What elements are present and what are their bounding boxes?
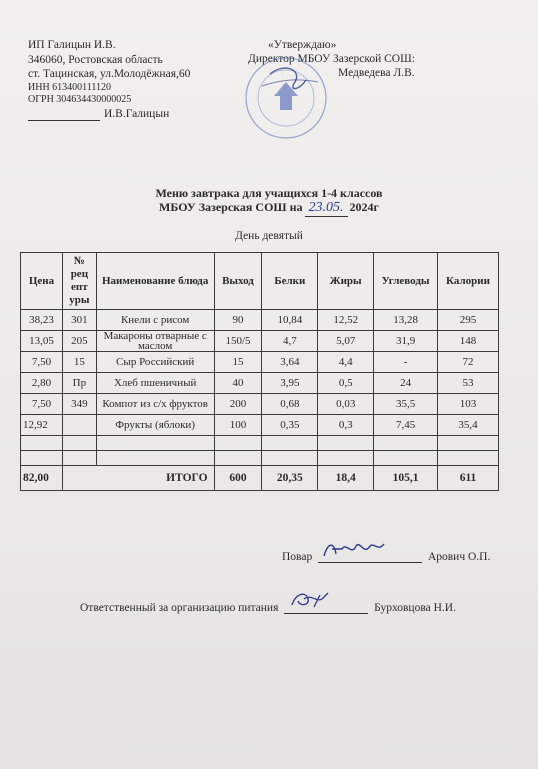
cell-fats: 12,52 xyxy=(318,310,374,331)
total-portion: 600 xyxy=(214,466,262,491)
table-row xyxy=(21,331,499,352)
cell-calories: 35,4 xyxy=(438,415,499,436)
responsible-signature-line xyxy=(284,599,368,614)
cell-price: 7,50 xyxy=(21,352,63,373)
cell-dish: Фрукты (яблоки) xyxy=(96,415,214,436)
cell-fats: 5,07 xyxy=(318,331,374,352)
menu-title: Меню завтрака для учащихся 1-4 классов xyxy=(155,186,383,200)
cell-portion: 15 xyxy=(214,352,262,373)
total-carbs: 105,1 xyxy=(374,466,438,491)
day-label: День девятый xyxy=(235,230,303,242)
cell-portion: 200 xyxy=(214,394,262,415)
cell-fats: 0,5 xyxy=(318,373,374,394)
cook-signature-line xyxy=(318,548,422,563)
cell-recipe: 349 xyxy=(62,394,96,415)
cell-fats: 4,4 xyxy=(318,352,374,373)
col-carbs: Углеводы xyxy=(374,253,438,310)
total-price: 82,00 xyxy=(21,466,63,491)
table-header-row xyxy=(21,253,499,310)
cell-calories: 295 xyxy=(438,310,499,331)
cell-fats: 0,3 xyxy=(318,415,374,436)
cell-portion: 100 xyxy=(214,415,262,436)
cell-price: 7,50 xyxy=(21,394,63,415)
cell-carbs: 31,9 xyxy=(374,331,438,352)
cook-signature xyxy=(282,548,490,563)
cook-handwritten-signature xyxy=(318,538,388,560)
cell-price: 38,23 xyxy=(21,310,63,331)
title-school: МБОУ Зазерская СОШ на xyxy=(159,200,303,214)
table-total-row xyxy=(21,466,499,491)
table-row xyxy=(21,352,499,373)
total-calories: 611 xyxy=(438,466,499,491)
total-label: ИТОГО xyxy=(62,466,214,491)
supplier-name: ИП Галицын И.В. xyxy=(28,39,116,51)
school-stamp-seal xyxy=(240,52,332,144)
director-name: Медведева Л.В. xyxy=(338,67,415,79)
table-row-empty xyxy=(21,451,499,466)
cell-recipe: 301 xyxy=(62,310,96,331)
cell-proteins: 10,84 xyxy=(262,310,318,331)
cell-calories: 53 xyxy=(438,373,499,394)
menu-table xyxy=(20,252,499,491)
cell-recipe: Пр xyxy=(62,373,96,394)
menu-title-school-date xyxy=(0,200,538,217)
cell-carbs: 7,45 xyxy=(374,415,438,436)
col-calories: Калории xyxy=(438,253,499,310)
signature-blank xyxy=(28,120,100,121)
cell-proteins: 4,7 xyxy=(262,331,318,352)
responsible-signature xyxy=(80,599,456,614)
cell-dish: Кнели с рисом xyxy=(96,310,214,331)
cell-portion: 40 xyxy=(214,373,262,394)
total-fats: 18,4 xyxy=(318,466,374,491)
table-row xyxy=(21,310,499,331)
responsible-name: Бурховцова Н.И. xyxy=(374,602,456,614)
cell-carbs: - xyxy=(374,352,438,373)
cell-price: 2,80 xyxy=(21,373,63,394)
supplier-header xyxy=(28,38,190,121)
cell-dish: Сыр Российский xyxy=(96,352,214,373)
supplier-address-region: 346060, Ростовская область xyxy=(28,53,163,66)
cell-carbs: 13,28 xyxy=(374,310,438,331)
supplier-address-street: ст. Тацинская, ул.Молодёжная,60 xyxy=(28,68,191,80)
approval-label: «Утверждаю» xyxy=(268,39,337,51)
cell-proteins: 0,35 xyxy=(262,415,318,436)
cook-name: Арович О.П. xyxy=(427,551,491,563)
cell-price: 13,05 xyxy=(21,331,63,352)
cell-price: 12,92 xyxy=(21,415,63,436)
table-row xyxy=(21,394,499,415)
supplier-signer: И.В.Галицын xyxy=(104,107,170,120)
cell-fats: 0,03 xyxy=(318,394,374,415)
col-fats: Жиры xyxy=(318,253,374,310)
table-row xyxy=(21,373,499,394)
cell-recipe xyxy=(62,415,96,436)
cell-dish: Хлеб пшеничный xyxy=(96,373,214,394)
cell-dish: Макароны отварные с маслом xyxy=(96,331,214,352)
responsible-handwritten-signature xyxy=(284,589,334,611)
cell-carbs: 35,5 xyxy=(374,394,438,415)
director-position: Директор МБОУ Зазерской СОШ: xyxy=(248,53,415,65)
cell-proteins: 3,64 xyxy=(262,352,318,373)
responsible-label: Ответственный за организацию питания xyxy=(80,602,279,614)
col-proteins: Белки xyxy=(262,253,318,310)
title-year: 2024г xyxy=(349,200,379,214)
cell-recipe: 205 xyxy=(62,331,96,352)
cook-label: Повар xyxy=(282,551,313,563)
col-portion: Выход xyxy=(214,253,262,310)
cell-calories: 148 xyxy=(438,331,499,352)
col-price: Цена xyxy=(21,253,63,310)
col-recipe-number: № рец епт уры xyxy=(62,253,96,310)
col-dish-name: Наименование блюда xyxy=(96,253,214,310)
supplier-signature-line xyxy=(28,107,190,122)
cell-carbs: 24 xyxy=(374,373,438,394)
table-row xyxy=(21,415,499,436)
table-row-empty xyxy=(21,436,499,451)
cell-recipe: 15 xyxy=(62,352,96,373)
cell-portion: 150/5 xyxy=(214,331,262,352)
supplier-inn: ИНН 613400111120 xyxy=(28,81,112,93)
total-proteins: 20,35 xyxy=(262,466,318,491)
menu-date: 23.05. xyxy=(305,200,348,217)
cell-calories: 72 xyxy=(438,352,499,373)
supplier-ogrn: ОГРН 304634430000025 xyxy=(28,94,132,105)
cell-portion: 90 xyxy=(214,310,262,331)
cell-proteins: 3,95 xyxy=(262,373,318,394)
cell-proteins: 0,68 xyxy=(262,394,318,415)
cell-calories: 103 xyxy=(438,394,499,415)
cell-dish: Компот из с/х фруктов xyxy=(96,394,214,415)
